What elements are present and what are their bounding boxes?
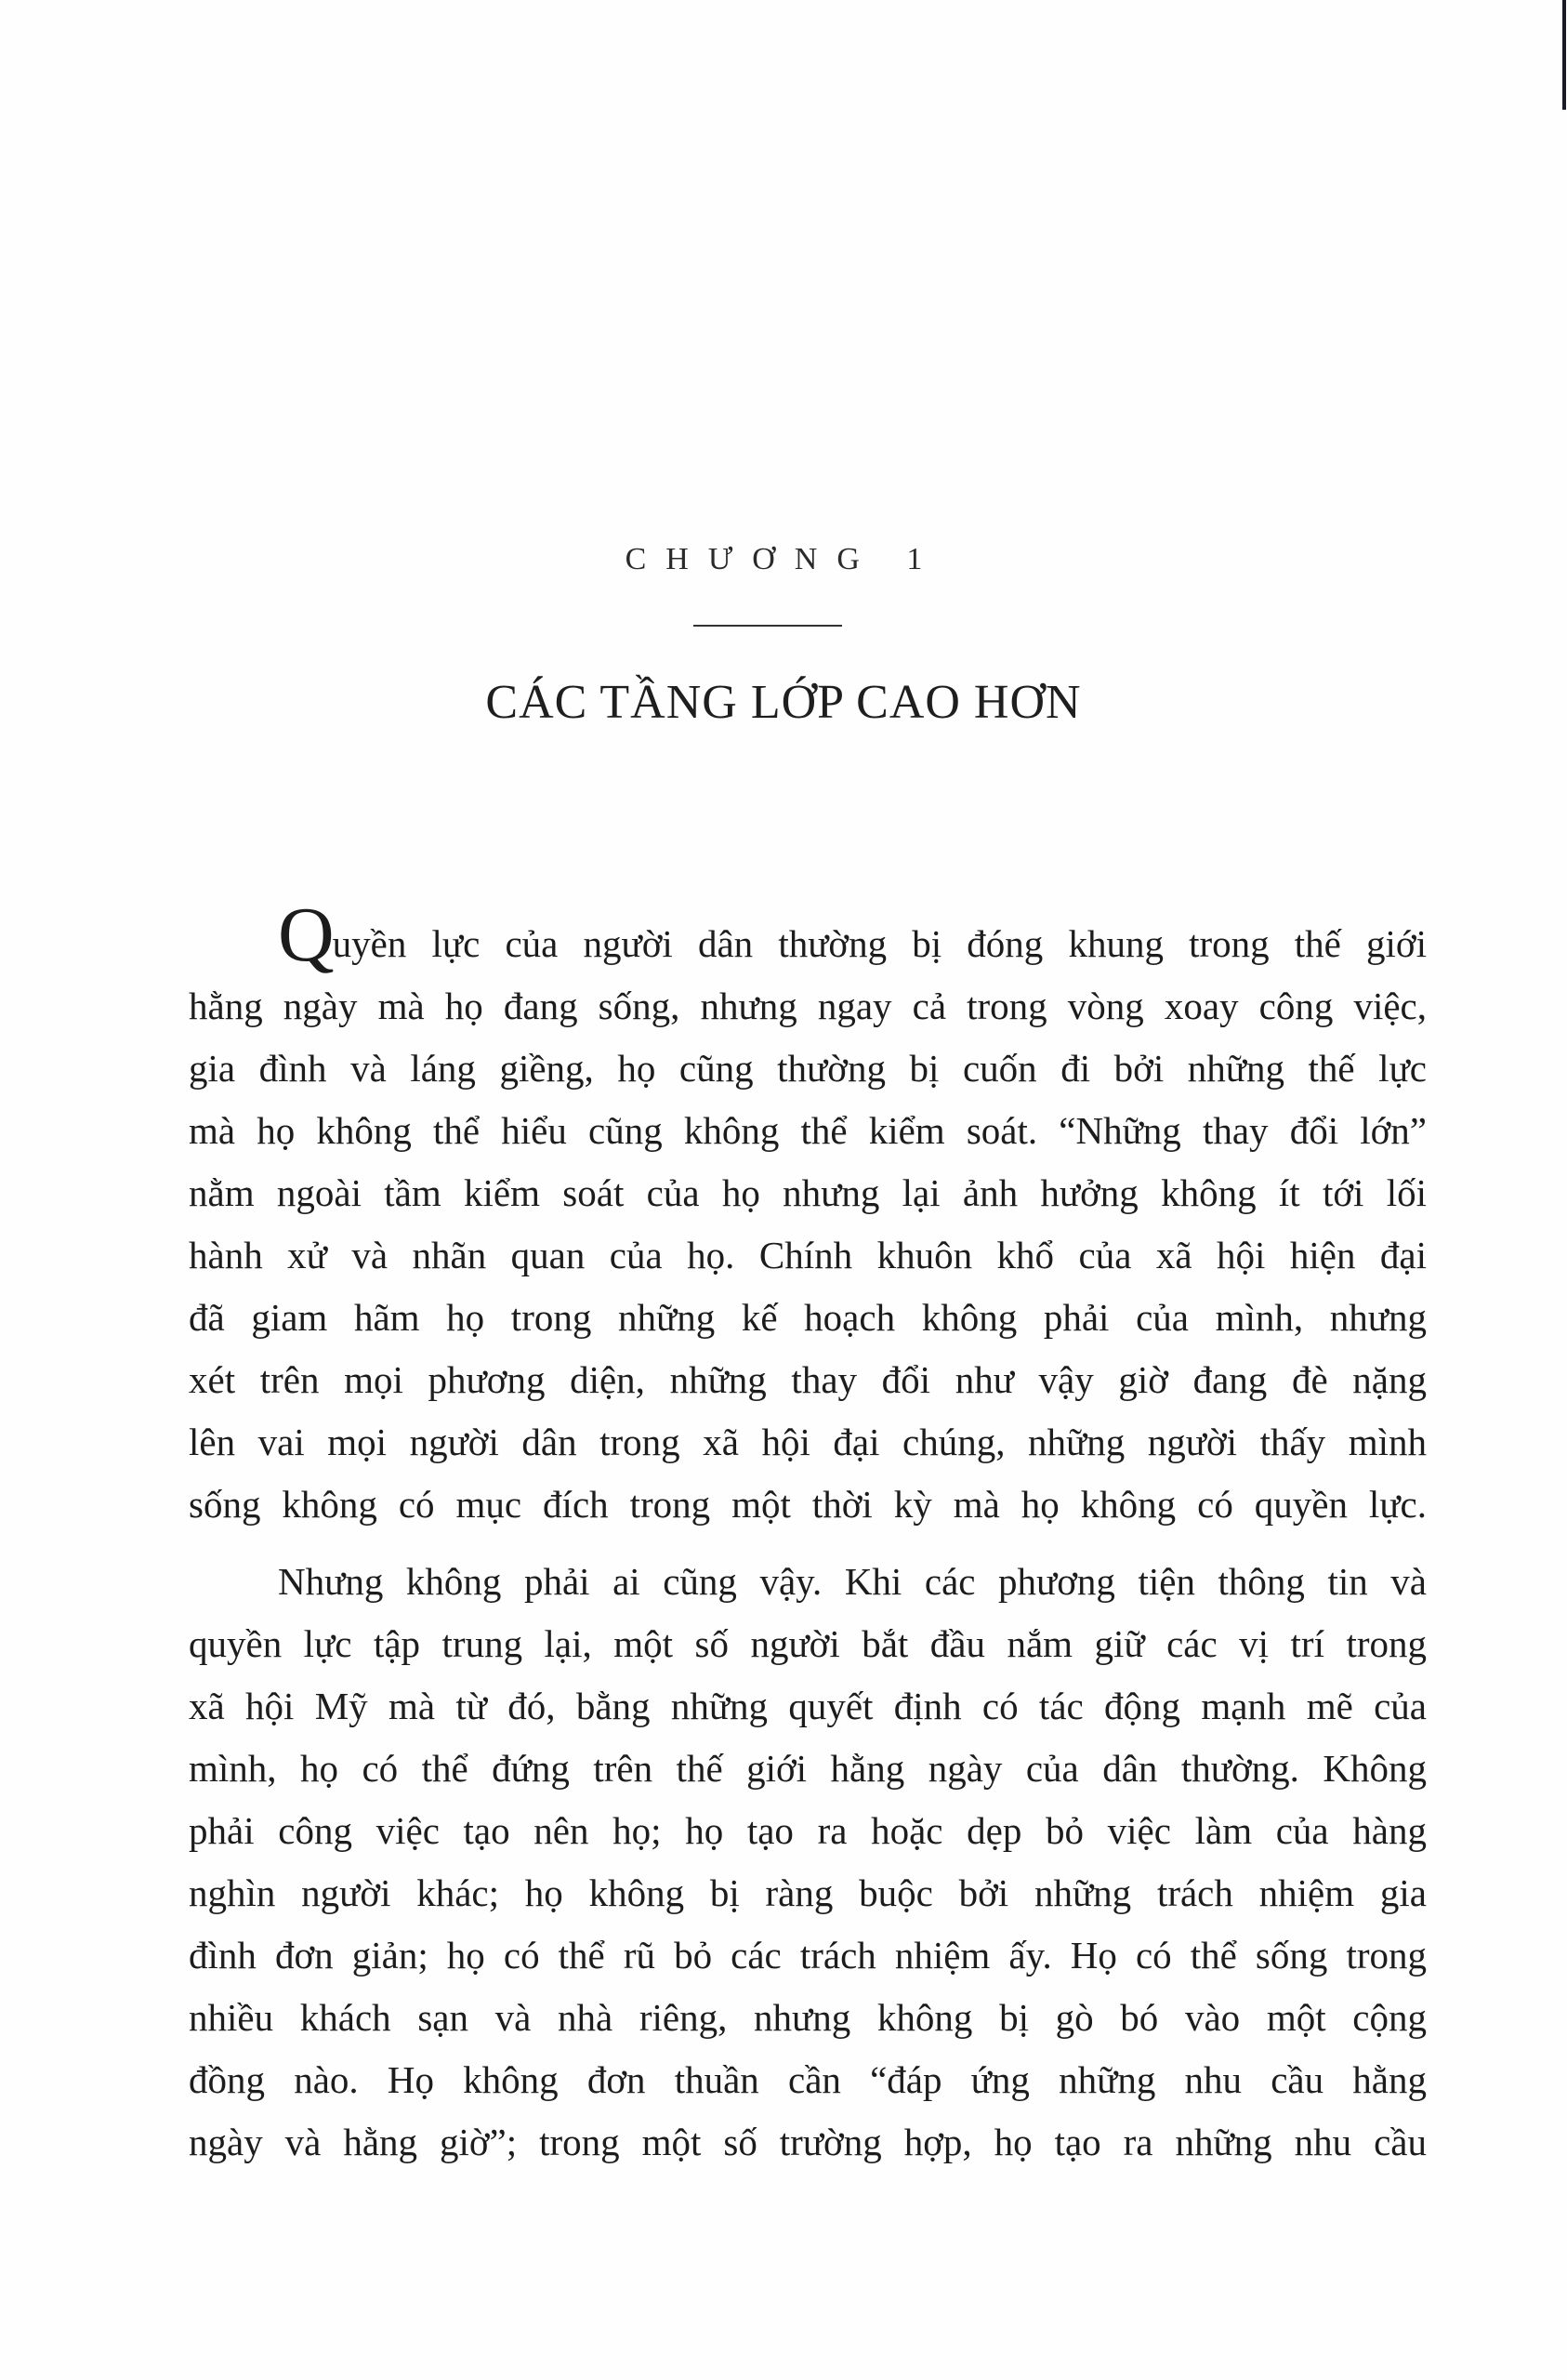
paragraph-line: nằm ngoài tầm kiểm soát của họ nhưng lại ảnh hưởng không ít tới lối xyxy=(189,1171,1427,1214)
paragraph-line: đồng nào. Họ không đơn thuần cần “đáp ứng những nhu cầu hằng xyxy=(189,2058,1427,2101)
paragraph-line: gia đình và láng giềng, họ cũng thường bị cuốn đi bởi những thế lực xyxy=(189,1047,1427,1090)
paragraph-line: ngày và hằng giờ”; trong một số trường hợp, họ tạo ra những nhu cầu xyxy=(189,2121,1427,2163)
paragraph-line: hành xử và nhãn quan của họ. Chính khuôn khổ của xã hội hiện đại xyxy=(189,1234,1427,1276)
chapter-title: CÁC TẦNG LỚP CAO HƠN xyxy=(485,676,1082,729)
paragraph-line: mình, họ có thể đứng trên thế giới hằng ngày của dân thường. Không xyxy=(189,1747,1427,1790)
paragraph-line: xã hội Mỹ mà từ đó, bằng những quyết định có tác động mạnh mẽ của xyxy=(189,1685,1427,1727)
chapter-divider xyxy=(693,625,842,627)
paragraph-1 xyxy=(189,892,1427,1536)
paragraph-line: hằng ngày mà họ đang sống, nhưng ngay cả trong vòng xoay công việc, xyxy=(189,985,1427,1027)
paragraph-2 xyxy=(189,1551,1427,2174)
paragraph-line: đình đơn giản; họ có thể rũ bỏ các trách nhiệm ấy. Họ có thể sống trong xyxy=(189,1934,1427,1977)
paragraph-line: nghìn người khác; họ không bị ràng buộc bởi những trách nhiệm gia xyxy=(189,1871,1427,1914)
line-text: uyền lực của người dân thường bị đóng khung trong thế giới xyxy=(332,922,1427,965)
paragraph-line: nhiều khách sạn và nhà riêng, nhưng không bị gò bó vào một cộng xyxy=(189,1996,1427,2039)
paragraph-line: xét trên mọi phương diện, những thay đổi như vậy giờ đang đè nặng xyxy=(189,1358,1427,1401)
chapter-label: CHƯƠNG 1 xyxy=(625,542,942,576)
paragraph-line: sống không có mục đích trong một thời kỳ mà họ không có quyền lực. xyxy=(189,1483,1427,1526)
paragraph-line: quyền lực tập trung lại, một số người bắt đầu nắm giữ các vị trí trong xyxy=(189,1622,1427,1665)
paragraph-line: lên vai mọi người dân trong xã hội đại chúng, những người thấy mình xyxy=(189,1421,1427,1463)
paragraph-line xyxy=(189,892,1427,978)
scan-edge-artifact xyxy=(1562,0,1566,110)
paragraph-line: phải công việc tạo nên họ; họ tạo ra hoặc dẹp bỏ việc làm của hàng xyxy=(189,1809,1427,1852)
paragraph-line: Nhưng không phải ai cũng vậy. Khi các phương tiện thông tin và xyxy=(278,1560,1427,1603)
paragraph-line: đã giam hãm họ trong những kế hoạch không phải của mình, nhưng xyxy=(189,1296,1427,1339)
drop-cap: Q xyxy=(278,892,335,978)
paragraph-line: mà họ không thể hiểu cũng không thể kiểm soát. “Những thay đổi lớn” xyxy=(189,1109,1427,1152)
